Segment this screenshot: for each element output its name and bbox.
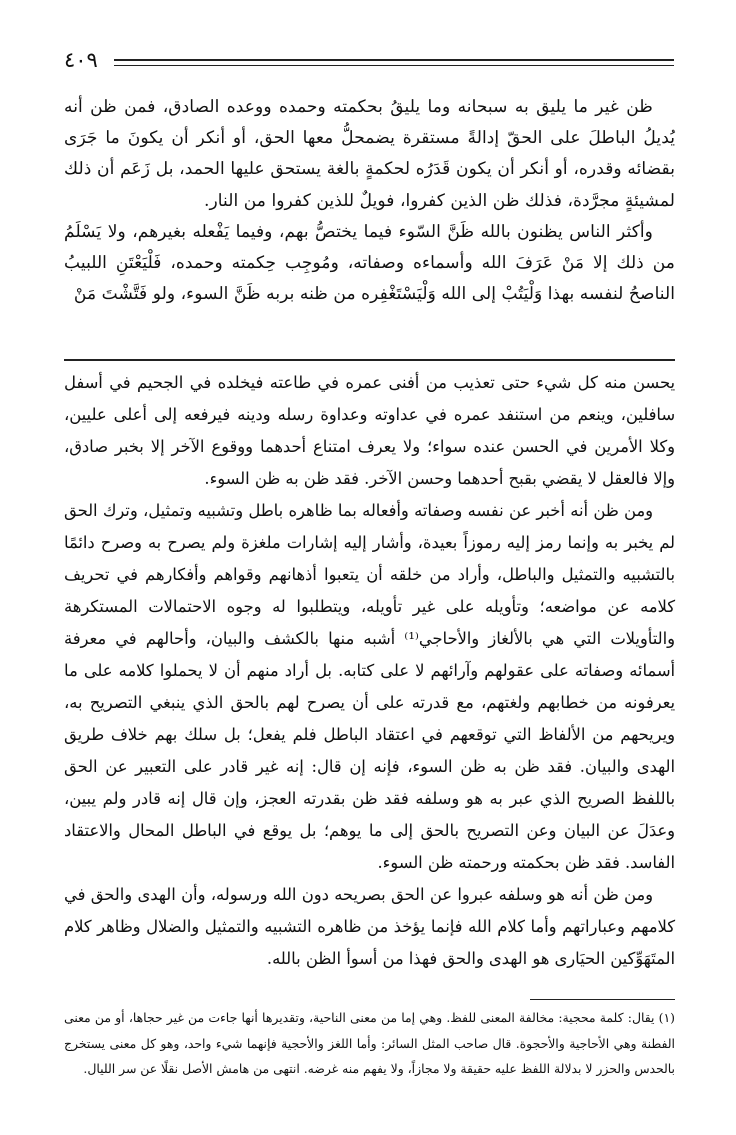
page-header — [64, 50, 674, 76]
note-paragraph-1: يحسن منه كل شيء حتى تعذيب من أفنى عمره في طاعته فيخلده في الجحيم في أسفل سافلين، وينعم من استنفد عمره في عداوته وعداوة رسله ودينه فيرفعه إلى أعلى عليين، وكلا الأمرين في الحسن عنده سواء؛ ولا يعرف امتناع أحدهما ووقوع الآخر إلا بخبر صادق، وإلا فالعقل لا يقضي بقبح أحدهما وحسن الآخر. فقد ظن به ظن السوء. — [64, 373, 675, 488]
section-divider — [64, 359, 675, 361]
margin-notes — [64, 367, 675, 975]
footnote — [64, 1005, 675, 1082]
footnote-divider — [530, 999, 675, 1000]
note-paragraph-3: ومن ظن أنه هو وسلفه عبروا عن الحق بصريحه دون الله ورسوله، وأن الهدى والحق في كلامهم وعباراتهم وأما كلام الله فإنما يؤخذ من ظاهره التشبيه والتمثيل والضلال وظاهر كلام المتَهَوِّكين الحيَارى هو الهدى والحق فهذا من أسوأ الظن بالله. — [64, 885, 675, 968]
header-rule-thin — [114, 65, 674, 66]
footnote-text: (١) يقال: كلمة محجية: مخالفة المعنى للفظ. وهي إما من معنى الناحية، وتقديرها أنها جاءت من غير حجاها، أو من معنى الفطنة وهي الأحاجية والأحجوة. قال صاحب المثل السائر: وأما اللغز والأحجية فإنهما شيء واحد، وهو كل معنى يستخرج بالحدس والحزر لا بدلالة اللفظ عليه حقيقة ولا مجازاً، ولا يفهم منه غرضه. انتهى من هامش الأصل نقلًا عن سر الليال. — [64, 1010, 675, 1076]
main-paragraph-2: وأكثر الناس يظنون بالله ظَنَّ السّوء فيما يختصُّ بهم، وفيما يَفْعله بغيرهم، ولا يَسْلَمُ من ذلك إلا مَنْ عَرَفَ الله وأسماءه وصفاته، ومُوجِب حِكمته وحمده، فَلْيَعْتَنِ اللبيبُ الناصحُ لنفسه بهذا وَلْيَتُبْ إلى الله وَلْيَسْتَغْفِره من ظنه بربه ظَنَّ السوء، ولو فَتَّشْتَ مَنْ — [64, 221, 675, 305]
note-paragraph-2: ومن ظن أنه أخبر عن نفسه وصفاته وأفعاله بما ظاهره باطل وتشبيه وتمثيل، وترك الحق لم يخبر به وإنما رمز إليه رموزاً بعيدة، وأشار إليه إشارات ملغزة ولم يصرح به وصرح دائمًا بالتشبيه والتمثيل والباطل، وأراد من خلقه أن يتعبوا أذهانهم وقواهم وأفكارهم في تحريف كلامه عن مواضعه؛ وتأويله على غير تأويله، ويتطلبوا له وجوه الاحتمالات المستكرهة والتأويلات التي هي بالألغاز والأحاجي⁽¹⁾ أشبه منها بالكشف والبيان، وأحالهم في معرفة أسمائه وصفاته على عقولهم وآرائهم لا على كتابه. بل أراد منهم أن لا يحملوا كلامه على ما يعرفونه من خطابهم ولغتهم، مع قدرته على أن يصرح لهم بالحق الذي ينبغي التصريح به، ويريحهم من الألفاظ التي توقعهم في اعتقاد الباطل فلم يفعل؛ بل سلك بهم خلاف طريق الهدى والبيان. فقد ظن به ظن السوء، فإنه إن قال: إنه غير قادر على التعبير عن الحق باللفظ الصريح الذي عبر به هو وسلفه فقد ظن بقدرته العجز، وإن قال إنه قادر ولم يبين، وعدَلَ عن البيان وعن التصريح بالحق إلى ما يوهم؛ بل يوقع في الباطل المحال والاعتقاد الفاسد. فقد ظن بحكمته ورحمته ظن السوء. — [64, 501, 675, 872]
header-rule — [114, 59, 674, 61]
main-text — [64, 92, 675, 310]
page-number: ٤٠٩ — [64, 48, 98, 72]
main-paragraph-1: ظن غير ما يليق به سبحانه وما يليقُ بحكمته وحمده ووعده الصادق، فمن ظن أنه يُديلُ الباطلَ على الحقّ إدالةً مستقرة يضمحلُّ معها الحق، أو أنكر أن يكونَ ما جَرَى بقضائه وقدره، أو أنكر أن يكون قَدَرُه لحكمةٍ بالغة يستحق عليها الحمد، بل زَعَم أن ذلك لمشيئةٍ مجرَّدة، فذلك ظن الذين كفروا، فويلٌ للذين كفروا من النار. — [64, 97, 675, 211]
